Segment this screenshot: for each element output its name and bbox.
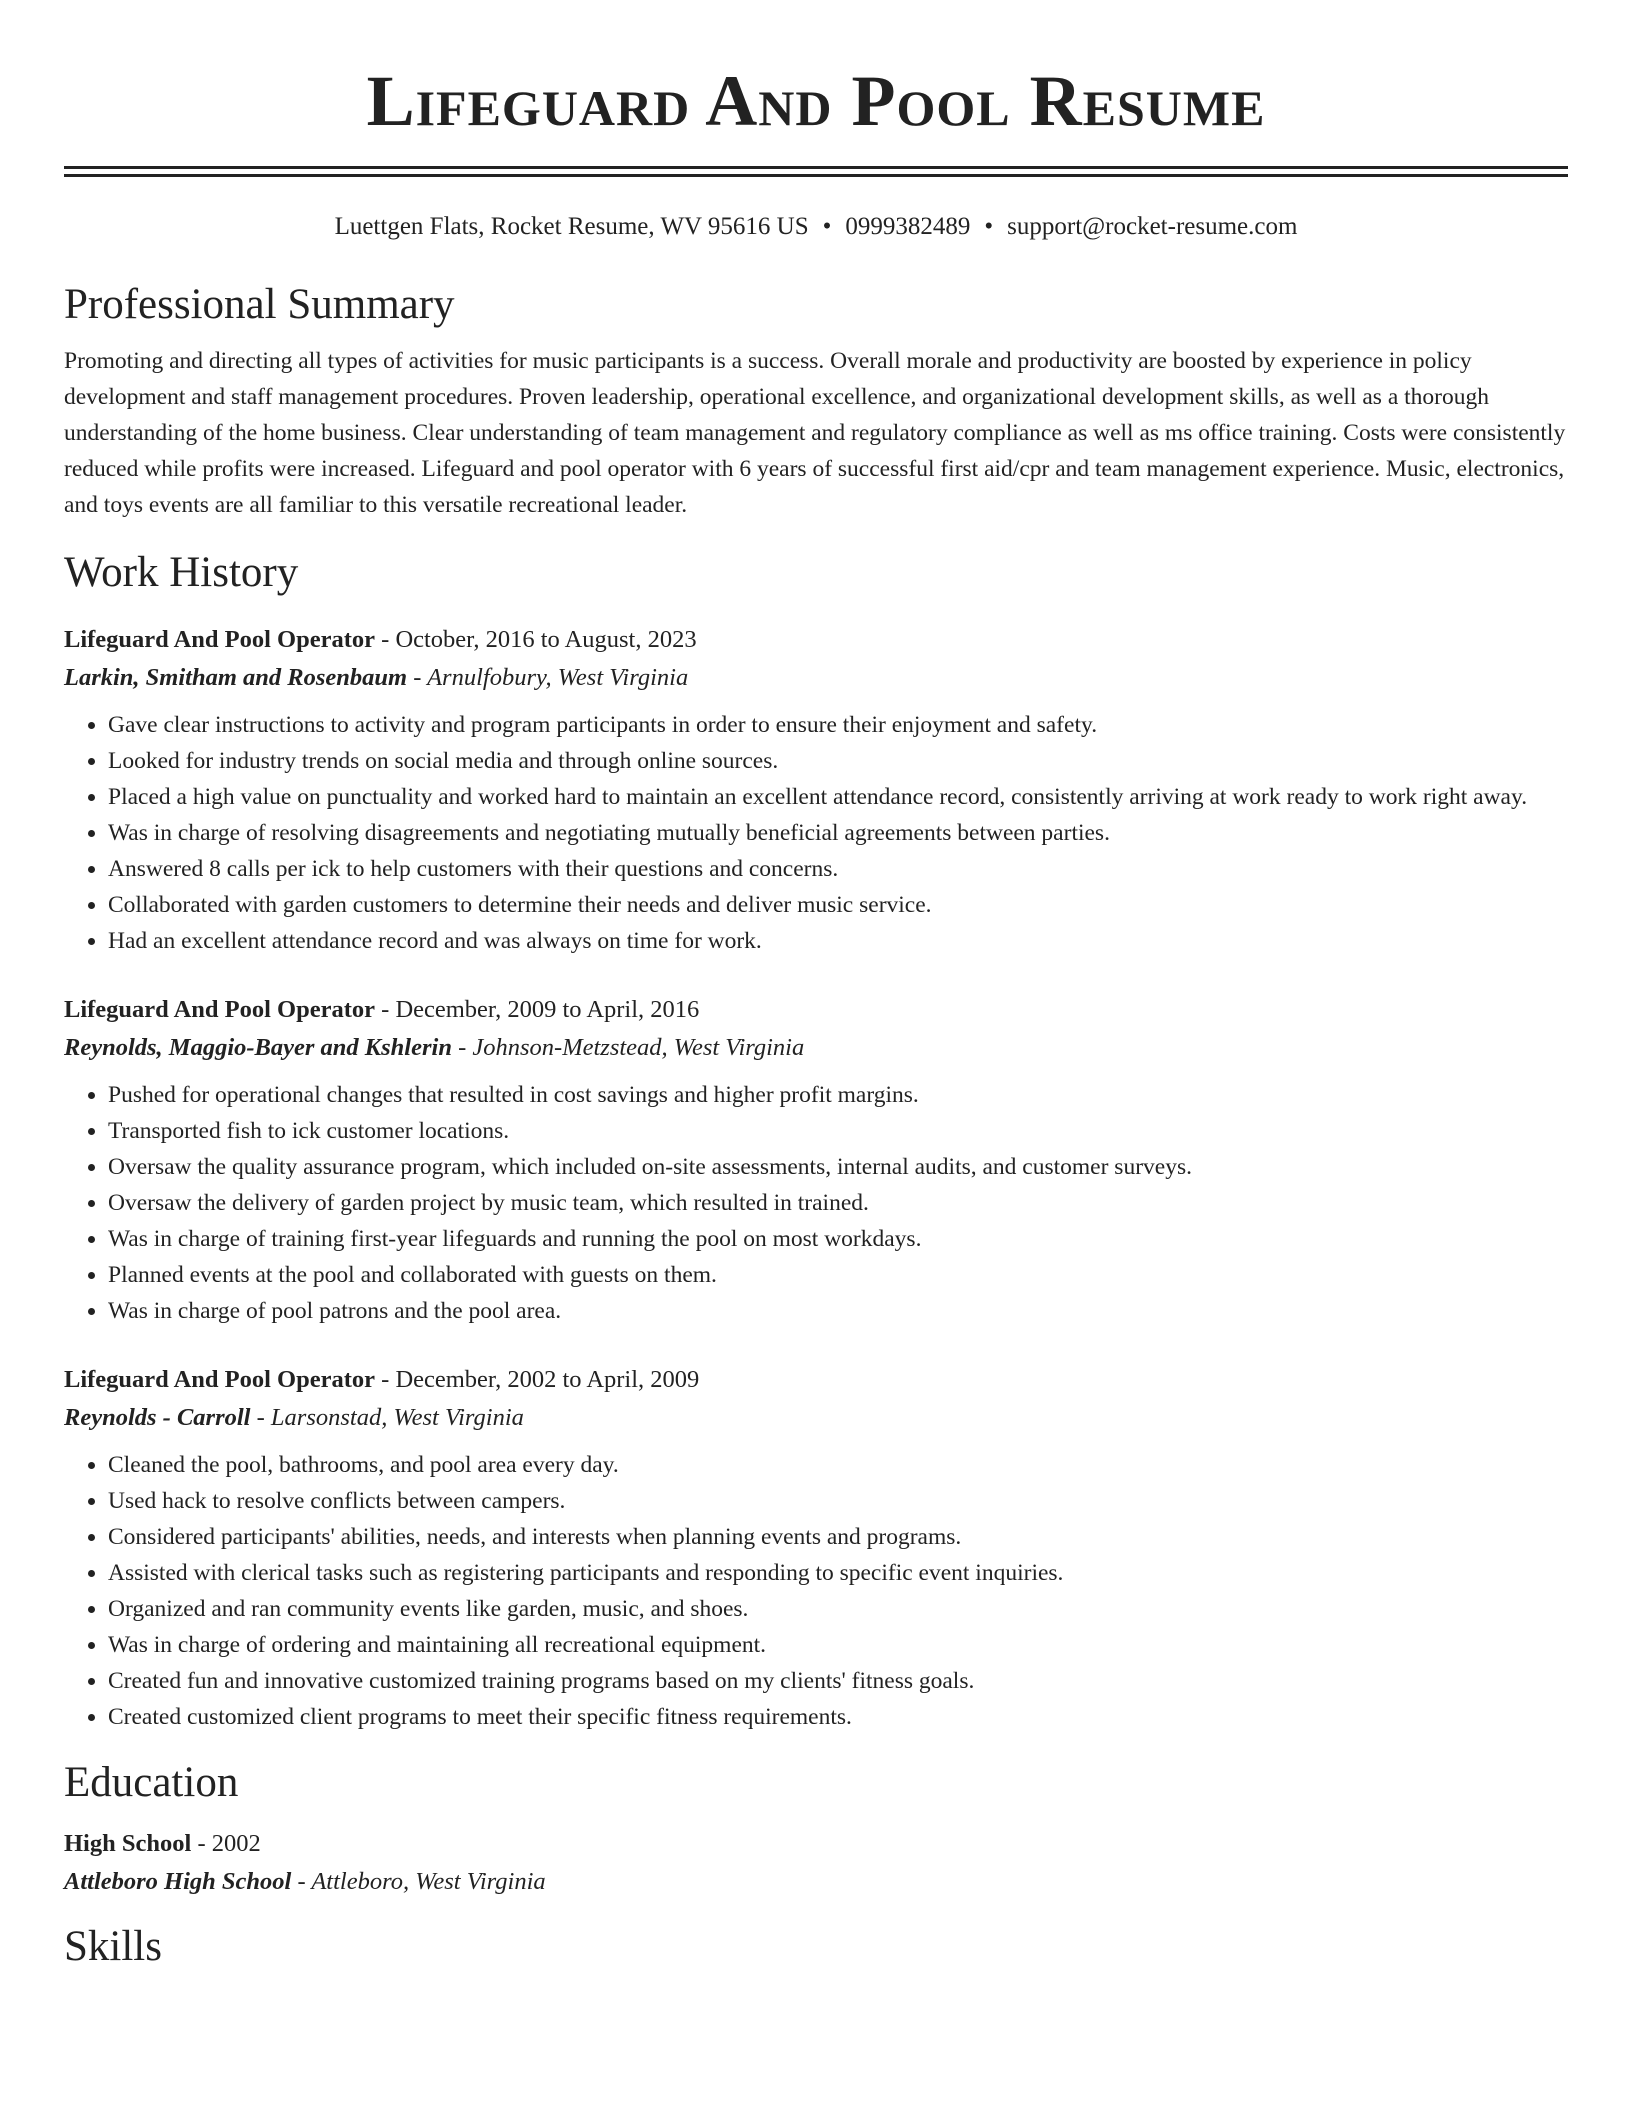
contact-separator: •: [984, 213, 994, 240]
job-location: Arnulfobury, West Virginia: [427, 664, 689, 691]
duty-item: • Cleaned the pool, bathrooms, and pool area every day.: [108, 1447, 1568, 1483]
duty-item: • Was in charge of pool patrons and the pool area.: [108, 1293, 1568, 1329]
job-company: Larkin, Smitham and Rosenbaum: [64, 664, 408, 691]
job-location: Johnson-Metzstead, West Virginia: [472, 1034, 805, 1061]
education-school: Attleboro High School: [64, 1868, 292, 1895]
duty-item: • Looked for industry trends on social media and through online sources.: [108, 743, 1568, 779]
job-company: Reynolds, Maggio-Bayer and Kshlerin: [64, 1034, 452, 1061]
contact-email: support@rocket-resume.com: [1007, 213, 1298, 240]
section-heading-work-history: Work History: [64, 549, 299, 596]
job-title: Lifeguard And Pool Operator: [64, 996, 376, 1023]
dash: -: [407, 664, 428, 691]
duty-item: • Oversaw the delivery of garden project by music team, which resulted in trained.: [108, 1185, 1568, 1221]
dash: -: [375, 626, 396, 653]
job-entry: [64, 621, 1568, 959]
job-location: Larsonstad, West Virginia: [270, 1404, 524, 1431]
dash: -: [375, 1366, 396, 1393]
job-dates: October, 2016 to August, 2023: [395, 626, 697, 653]
dash: -: [375, 996, 396, 1023]
job-dates: December, 2009 to April, 2016: [395, 996, 700, 1023]
education-heading: [64, 1825, 1568, 1863]
summary-paragraph: Promoting and directing all types of activities for music participants is a success. Overall morale and productivity are boosted by experience in policy development and staff management procedures. Proven leadership, operational excellence, and organizational development skills, as well as a thorough understanding of the home business. Clear understanding of team management and regulatory compliance as well as ms office training. Costs were consistently reduced while profits were increased. Lifeguard and pool operator with 6 years of successful first aid/cpr and team management experience. Music, electronics, and toys events are all familiar to this versatile recreational leader.: [64, 348, 1566, 518]
duty-item: • Was in charge of ordering and maintaining all recreational equipment.: [108, 1627, 1568, 1663]
title-double-rule: [64, 166, 1568, 177]
duty-item: • Pushed for operational changes that resulted in cost savings and higher profit margins.: [108, 1077, 1568, 1113]
education-location: Attleboro, West Virginia: [311, 1868, 546, 1895]
education-school-line: [64, 1863, 1568, 1901]
job-duties: [64, 1447, 1568, 1735]
education-year: 2002: [211, 1830, 261, 1857]
job-heading: [64, 991, 1568, 1029]
duty-item: • Gave clear instructions to activity and program participants in order to ensure their enjoyment and safety.: [108, 707, 1568, 743]
job-duties: [64, 1077, 1568, 1329]
education-degree: High School: [64, 1830, 192, 1857]
job-duties: [64, 707, 1568, 959]
dash: -: [191, 1830, 212, 1857]
job-entry: [64, 991, 1568, 1329]
contact-line: [64, 211, 1568, 243]
job-employer: [64, 1399, 1568, 1437]
duty-item: • Created fun and innovative customized training programs based on my clients' fitness goals.: [108, 1663, 1568, 1699]
job-heading: [64, 1361, 1568, 1399]
duty-item: • Was in charge of training first-year lifeguards and running the pool on most workdays.: [108, 1221, 1568, 1257]
contact-separator: •: [822, 213, 832, 240]
section-heading-skills: Skills: [64, 1923, 162, 1970]
job-title: Lifeguard And Pool Operator: [64, 1366, 376, 1393]
job-heading: [64, 621, 1568, 659]
duty-item: • Created customized client programs to meet their specific fitness requirements.: [108, 1699, 1568, 1735]
duty-item: • Considered participants' abilities, needs, and interests when planning events and programs.: [108, 1519, 1568, 1555]
dash: -: [250, 1404, 271, 1431]
duty-item: • Assisted with clerical tasks such as registering participants and responding to specific event inquiries.: [108, 1555, 1568, 1591]
job-employer: [64, 1029, 1568, 1067]
section-heading-education: Education: [64, 1759, 239, 1806]
job-employer: [64, 659, 1568, 697]
duty-item: • Used hack to resolve conflicts between campers.: [108, 1483, 1568, 1519]
duty-item: • Planned events at the pool and collaborated with guests on them.: [108, 1257, 1568, 1293]
job-dates: December, 2002 to April, 2009: [395, 1366, 700, 1393]
duty-item: • Oversaw the quality assurance program, which included on-site assessments, internal audits, and customer surveys.: [108, 1149, 1568, 1185]
duty-item: • Had an excellent attendance record and was always on time for work.: [108, 923, 1568, 959]
duty-item: • Organized and ran community events like garden, music, and shoes.: [108, 1591, 1568, 1627]
contact-phone: 0999382489: [845, 213, 971, 240]
contact-address: Luettgen Flats, Rocket Resume, WV 95616 US: [334, 213, 809, 240]
education-entry: [64, 1825, 1568, 1901]
duty-item: • Transported fish to ick customer locations.: [108, 1113, 1568, 1149]
duty-item: • Was in charge of resolving disagreements and negotiating mutually beneficial agreements between parties.: [108, 815, 1568, 851]
duty-item: • Collaborated with garden customers to determine their needs and deliver music service.: [108, 887, 1568, 923]
duty-item: • Placed a high value on punctuality and worked hard to maintain an excellent attendance record, consistently arriving at work ready to work right away.: [108, 779, 1568, 815]
job-company: Reynolds - Carroll: [64, 1404, 251, 1431]
resume-title: Lifeguard And Pool Resume: [366, 61, 1266, 141]
job-entry: [64, 1361, 1568, 1735]
dash: -: [291, 1868, 312, 1895]
section-heading-summary: Professional Summary: [64, 281, 455, 328]
dash: -: [451, 1034, 473, 1061]
job-title: Lifeguard And Pool Operator: [64, 626, 376, 653]
work-history-list: [64, 621, 1568, 1735]
duty-item: • Answered 8 calls per ick to help customers with their questions and concerns.: [108, 851, 1568, 887]
